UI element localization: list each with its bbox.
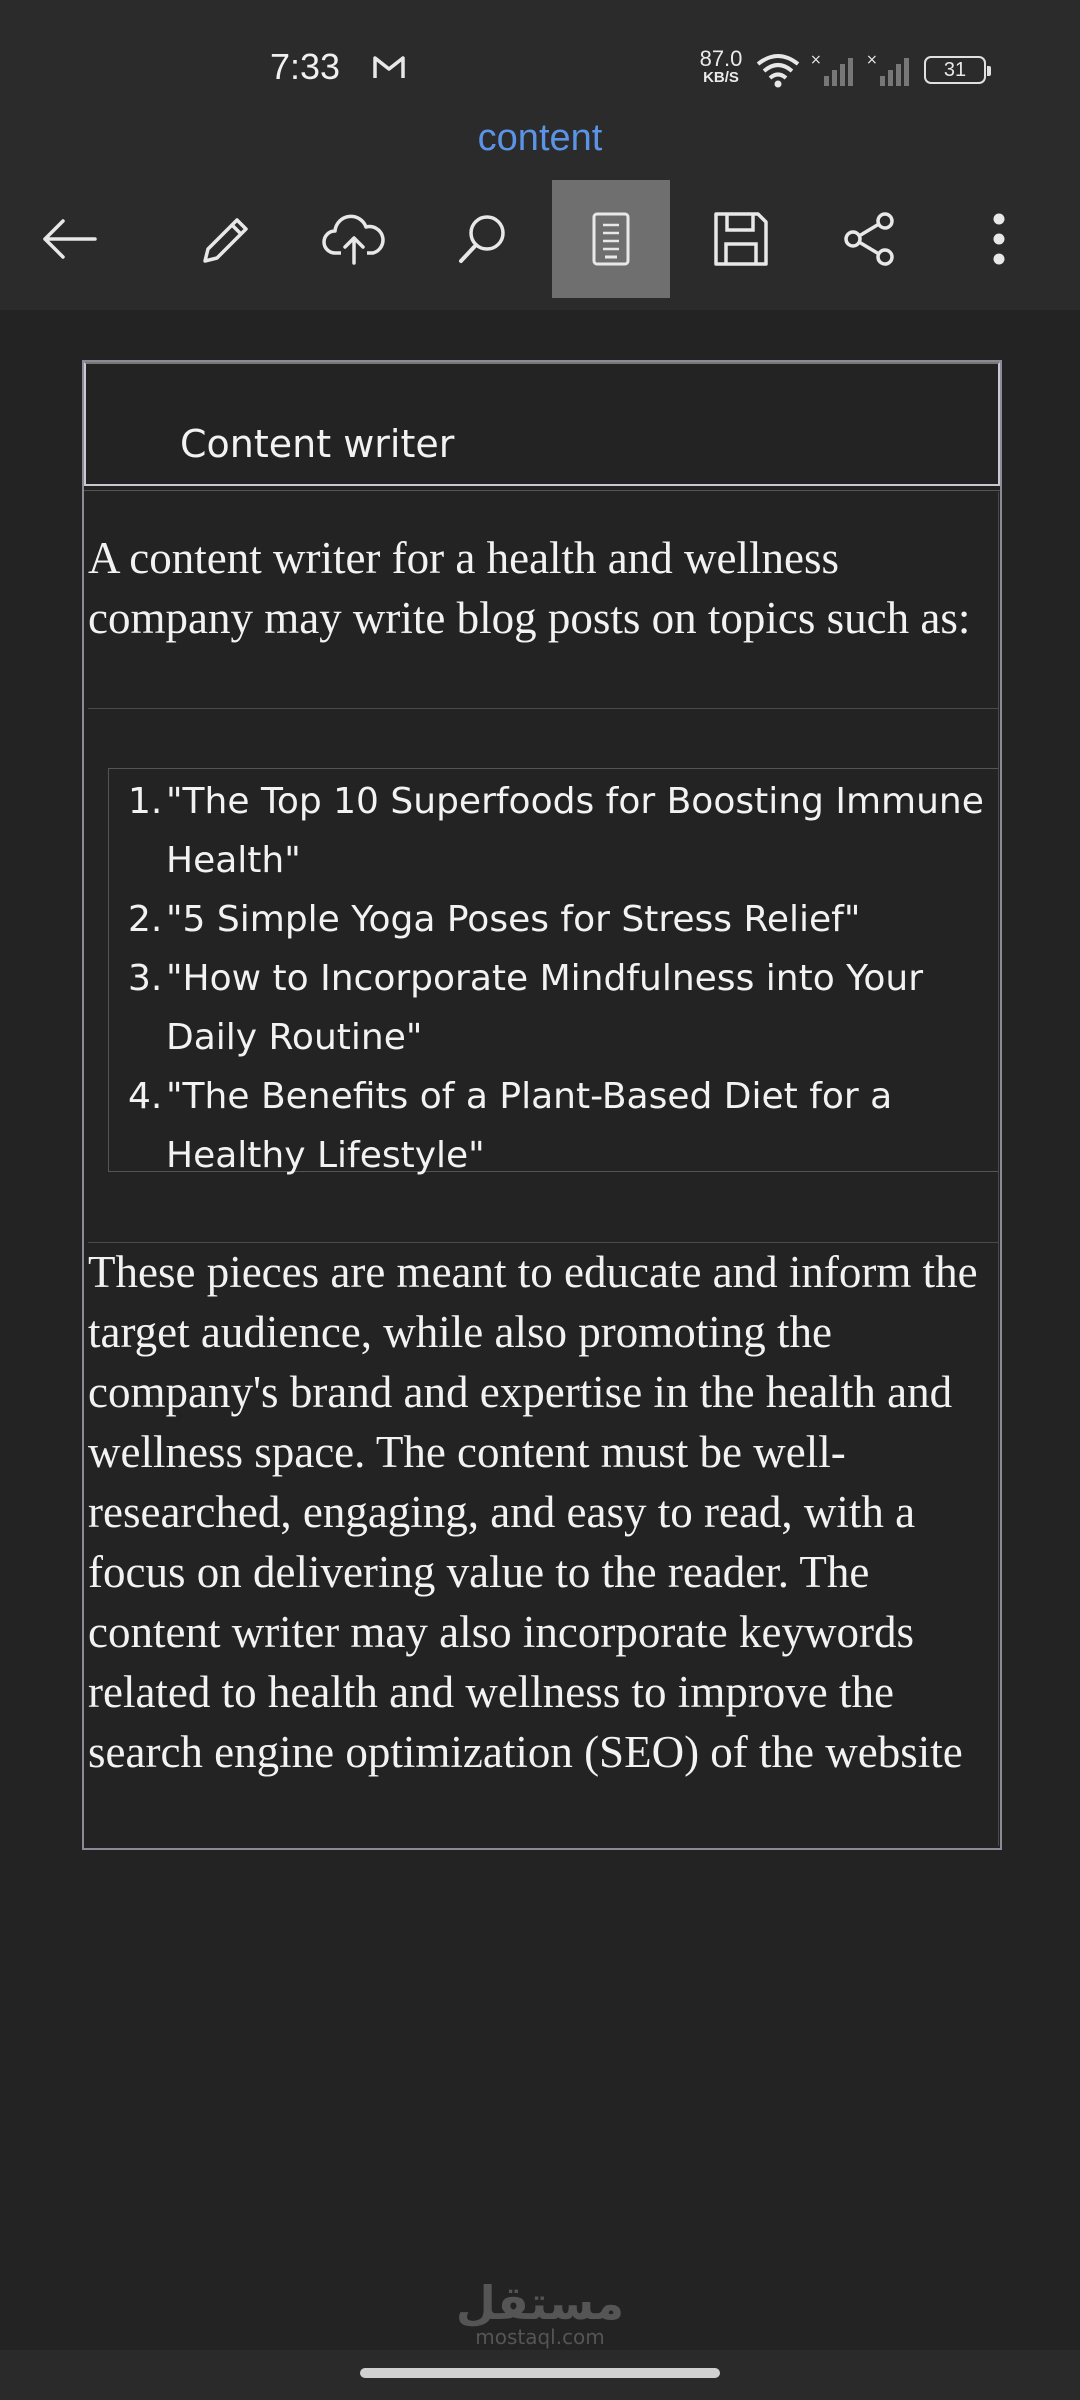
watermark-arabic: مستقل	[455, 2276, 625, 2330]
document-heading: Content writer	[180, 422, 455, 466]
edit-button[interactable]	[166, 180, 284, 298]
list-item: 1. "The Top 10 Superfoods for Boosting Immune Health"	[128, 781, 984, 881]
reading-mode-icon	[591, 211, 631, 267]
home-indicator[interactable]	[360, 2368, 720, 2378]
upload-button[interactable]	[295, 180, 413, 298]
share-icon	[839, 209, 899, 269]
battery-indicator: 31	[924, 56, 986, 84]
save-button[interactable]	[682, 180, 800, 298]
app-header	[0, 117, 1080, 310]
divider	[84, 490, 1000, 491]
signal-sim2-icon	[864, 52, 912, 88]
save-icon	[712, 210, 770, 268]
list-item: 2. "5 Simple Yoga Poses for Stress Relief"	[128, 899, 861, 940]
svg-text:×: ×	[866, 52, 878, 68]
divider	[88, 708, 998, 709]
back-arrow-icon	[39, 214, 99, 264]
svg-text:×: ×	[810, 52, 822, 68]
signal-sim1-icon	[808, 52, 856, 88]
share-button[interactable]	[810, 180, 928, 298]
search-button[interactable]	[424, 180, 542, 298]
wifi-icon	[754, 52, 802, 88]
list-item: 3. "How to Incorporate Mindfulness into Your Daily Routine"	[128, 958, 924, 1058]
intro-paragraph: A content writer for a health and wellness company may write blog posts on topics such as:	[88, 533, 971, 643]
mostaql-watermark	[0, 2276, 1080, 2349]
search-icon	[453, 209, 513, 269]
topic-list	[128, 772, 998, 1185]
back-button[interactable]	[10, 180, 128, 298]
cloud-upload-icon	[321, 211, 387, 267]
divider	[998, 492, 999, 1846]
watermark-latin: mostaql.com	[475, 2325, 605, 2349]
reading-mode-button[interactable]	[552, 180, 670, 298]
body-paragraph: These pieces are meant to educate and inform the target audience, while also promoting the company's brand and expertise in the health and wellness space. The content must be well-researched, engaging, and easy to read, with a focus on delivering value to the reader. The content writer may also incorporate keywords related to health and wellness to improve the search engine optimization (SEO) of the website	[88, 1247, 978, 1777]
pencil-icon	[195, 209, 255, 269]
clock: 7:33	[270, 46, 341, 87]
network-speed: 87.0 KB/S	[699, 46, 743, 86]
gmail-icon	[372, 54, 406, 80]
document-title: content	[477, 117, 603, 159]
status-bar	[0, 0, 1080, 120]
more-options-button[interactable]	[940, 180, 1058, 298]
more-vertical-icon	[989, 211, 1009, 267]
list-item: 4. "The Benefits of a Plant-Based Diet for a Healthy Lifestyle"	[128, 1076, 893, 1176]
